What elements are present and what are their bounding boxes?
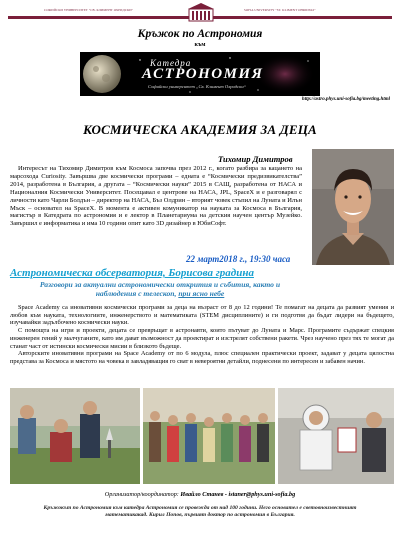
photo-astronaut-costume [278, 388, 394, 484]
photo-rocket-launch [10, 388, 140, 484]
program-paragraph-1: Space Academy са иновативни космически програми за деца на възраст от 8 до 12 години! Те помагат на децата да развият умения и любов към науката, технологиите, инженерството и математиката (STEM дисциплините) и ги подготвя да бъдат лидери на бъдещето, изучавайки задълбочено космически науки. [10, 304, 394, 327]
event-topic [30, 280, 290, 299]
astronomy-banner [80, 52, 320, 96]
event-place-link[interactable]: Астрономическа обсерватория, Борисова градина [10, 267, 254, 279]
club-subtitle: към [194, 42, 206, 48]
club-url-link[interactable]: http://astro.phys.uni-sofia.bg/meeting.html [301, 97, 390, 102]
photo-kids-group [143, 388, 275, 484]
organizer-contact[interactable]: Ивайло Станев - istaner@phys.uni-sofia.bg [180, 491, 296, 498]
lecturer-bio [10, 165, 302, 228]
page-title: КОСМИЧЕСКА АКАДЕМИЯ ЗА ДЕЦА [83, 122, 317, 137]
university-name-bg: СОФИЙСКИ УНИВЕРСИТЕТ "СВ. КЛИМЕНТ ОХРИДСКИ" [44, 8, 134, 12]
university-seal-icon [187, 3, 215, 23]
kids-group-photo-icon [143, 388, 275, 484]
program-description [10, 304, 394, 366]
program-paragraph-2: С помощта на игри и проекти, децата се превръщат в астронавти, които пътуват до Луната и Марс. Програмите съдържат спецкия инженерен гений у малчуганите, като им дават възможност да проектират и изстрелят собствени ракети. Чрез научено през тях те могат да станат част от истински космически мисии в близкото бъдеще. [10, 327, 394, 350]
lecturer-portrait [312, 149, 394, 265]
event-date: 22 март2018 г., 19:30 часа [186, 254, 291, 264]
banner-katedra: Катедра [150, 58, 192, 68]
lecturer-bio-text: Интересът на Тихомир Димитров към Космоса започва през 2012 г., когато разбира за кацането на марсохода Curiosity. Завършва две космически програми – едната е “Космически предизвикателства” 2014, разработена в България, а другата – “Космически науки” 2015 в САЩ, разработена от НАСА и Националния Космически Университет. Посещавал е центрове на НАСА, JPL, SpaceX и е разговарял с личности като Чарли Болдън – директор на НАСА, Бъз Олдрин – вторият човек стъпил на Луната и Илън Мъск – основател на SpaceX. В момента е активен комуникатор на науката за Космоса в България, магистър в Катедрата по астрономия и е лектор в Планетариума на детския научен център Музейко. Завършил е информатика и има 10 години опит като 3D дизайнер в ЮбиСофт. [10, 165, 302, 228]
event-topic-condition: при ясно небе [178, 289, 225, 299]
banner-university: Софийски университет „Св. Климент Охридски“ [148, 84, 247, 89]
organizer-info [0, 491, 400, 498]
rocket-launch-photo-icon [10, 388, 140, 484]
astronaut-photo-icon [278, 388, 394, 484]
banner-astronomy: АСТРОНОМИЯ [142, 66, 264, 82]
footer-note: Кръжокът по Астрономия към катедра Астрономия се провежда от над 100 години. Него основател е световноизвестният математикакад. Кирил Попов, първият доктор по астрономия в България. [43, 505, 357, 519]
program-paragraph-3: Авторските иновативни програми на Space Academy от по 6 модула, плюс специален практически проект, задават у децата цялостна представа за Космоса и мястото на човека в завладяващия го сват в невероятни детайли, поднесени по интересен и забавен начин. [10, 350, 394, 365]
portrait-image-icon [312, 149, 394, 265]
university-name-en: SOFIA UNIVERSITY "ST. KLIMENT OHRIDSKI" [244, 8, 316, 12]
organizer-label: Организатор/координатор: [104, 491, 179, 498]
university-header [8, 6, 392, 22]
photo-strip [10, 388, 394, 484]
club-title: Кръжок по Астрономия [137, 28, 263, 40]
lecturer-name: Тихомир Димитров [218, 154, 293, 164]
event-topic-text: Разговори за актуални астрономически открития и събития, както и наблюдения с телескоп, [39, 280, 281, 299]
